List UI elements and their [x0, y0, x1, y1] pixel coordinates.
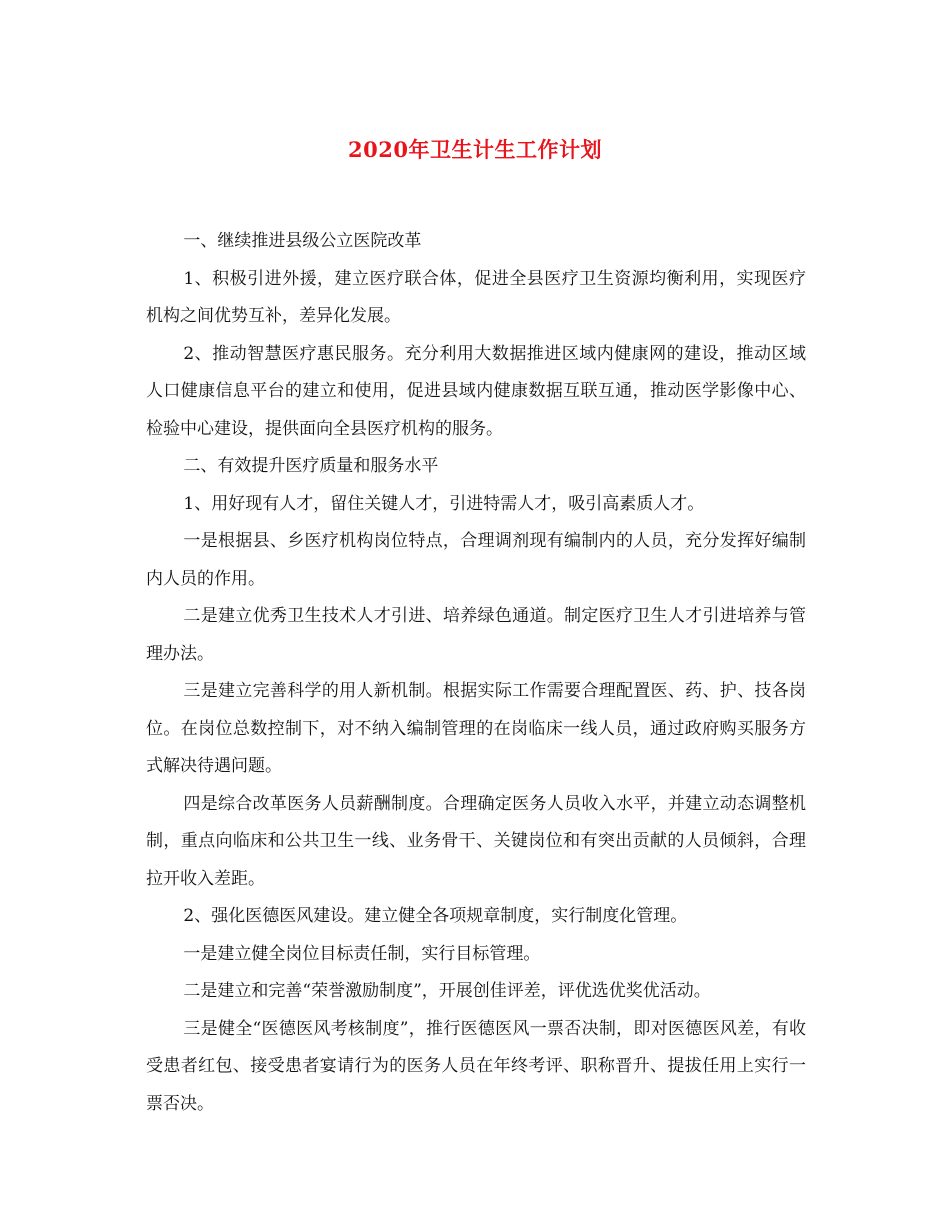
paragraph: 三是建立完善科学的用人新机制。根据实际工作需要合理配置医、药、护、技各岗位。在岗位总数控制下，对不纳入编制管理的在岗临床一线人员，通过政府购买服务方式解决待遇问题。	[146, 681, 806, 776]
paragraph: 2、强化医德医风建设。建立健全各项规章制度，实行制度化管理。	[183, 906, 688, 926]
paragraph: 一是根据县、乡医疗机构岗位特点，合理调剂现有编制内的人员，充分发挥好编制内人员的作用。	[146, 531, 806, 589]
paragraph: 2、推动智慧医疗惠民服务。充分利用大数据推进区域内健康网的建设，推动区域人口健康信息平台的建立和使用，促进县域内健康数据互联互通，推动医学影像中心、检验中心建设，提供面向全县医疗机构的服务。	[146, 343, 806, 439]
paragraph: 一是建立健全岗位目标责任制，实行目标管理。	[183, 943, 541, 964]
document-body	[146, 223, 806, 1123]
paragraph: 二是建立优秀卫生技术人才引进、培养绿色通道。制定医疗卫生人才引进培养与管理办法。	[146, 606, 806, 664]
paragraph: 1、用好现有人才，留住关键人才，引进特需人才，吸引高素质人才。	[183, 493, 705, 514]
paragraph: 二是建立和完善“荣誉激励制度”，开展创佳评差，评优选优奖优活动。	[183, 981, 711, 1001]
section-heading-1: 一、继续推进县级公立医院改革	[183, 231, 422, 251]
paragraph: 三是健全“医德医风考核制度”，推行医德医风一票否决制，即对医德医风差，有收受患者红包、接受患者宴请行为的医务人员在年终考评、职称晋升、提拔任用上实行一票否决。	[146, 1018, 806, 1114]
paragraph: 1、积极引进外援，建立医疗联合体，促进全县医疗卫生资源均衡利用，实现医疗机构之间优势互补，差异化发展。	[146, 268, 806, 326]
document-title: 2020年卫生计生工作计划	[348, 137, 602, 162]
section-heading-2: 二、有效提升医疗质量和服务水平	[183, 456, 439, 476]
paragraph: 四是综合改革医务人员薪酬制度。合理确定医务人员收入水平，并建立动态调整机制，重点向临床和公共卫生一线、业务骨干、关键岗位和有突出贡献的人员倾斜，合理拉开收入差距。	[146, 793, 806, 889]
